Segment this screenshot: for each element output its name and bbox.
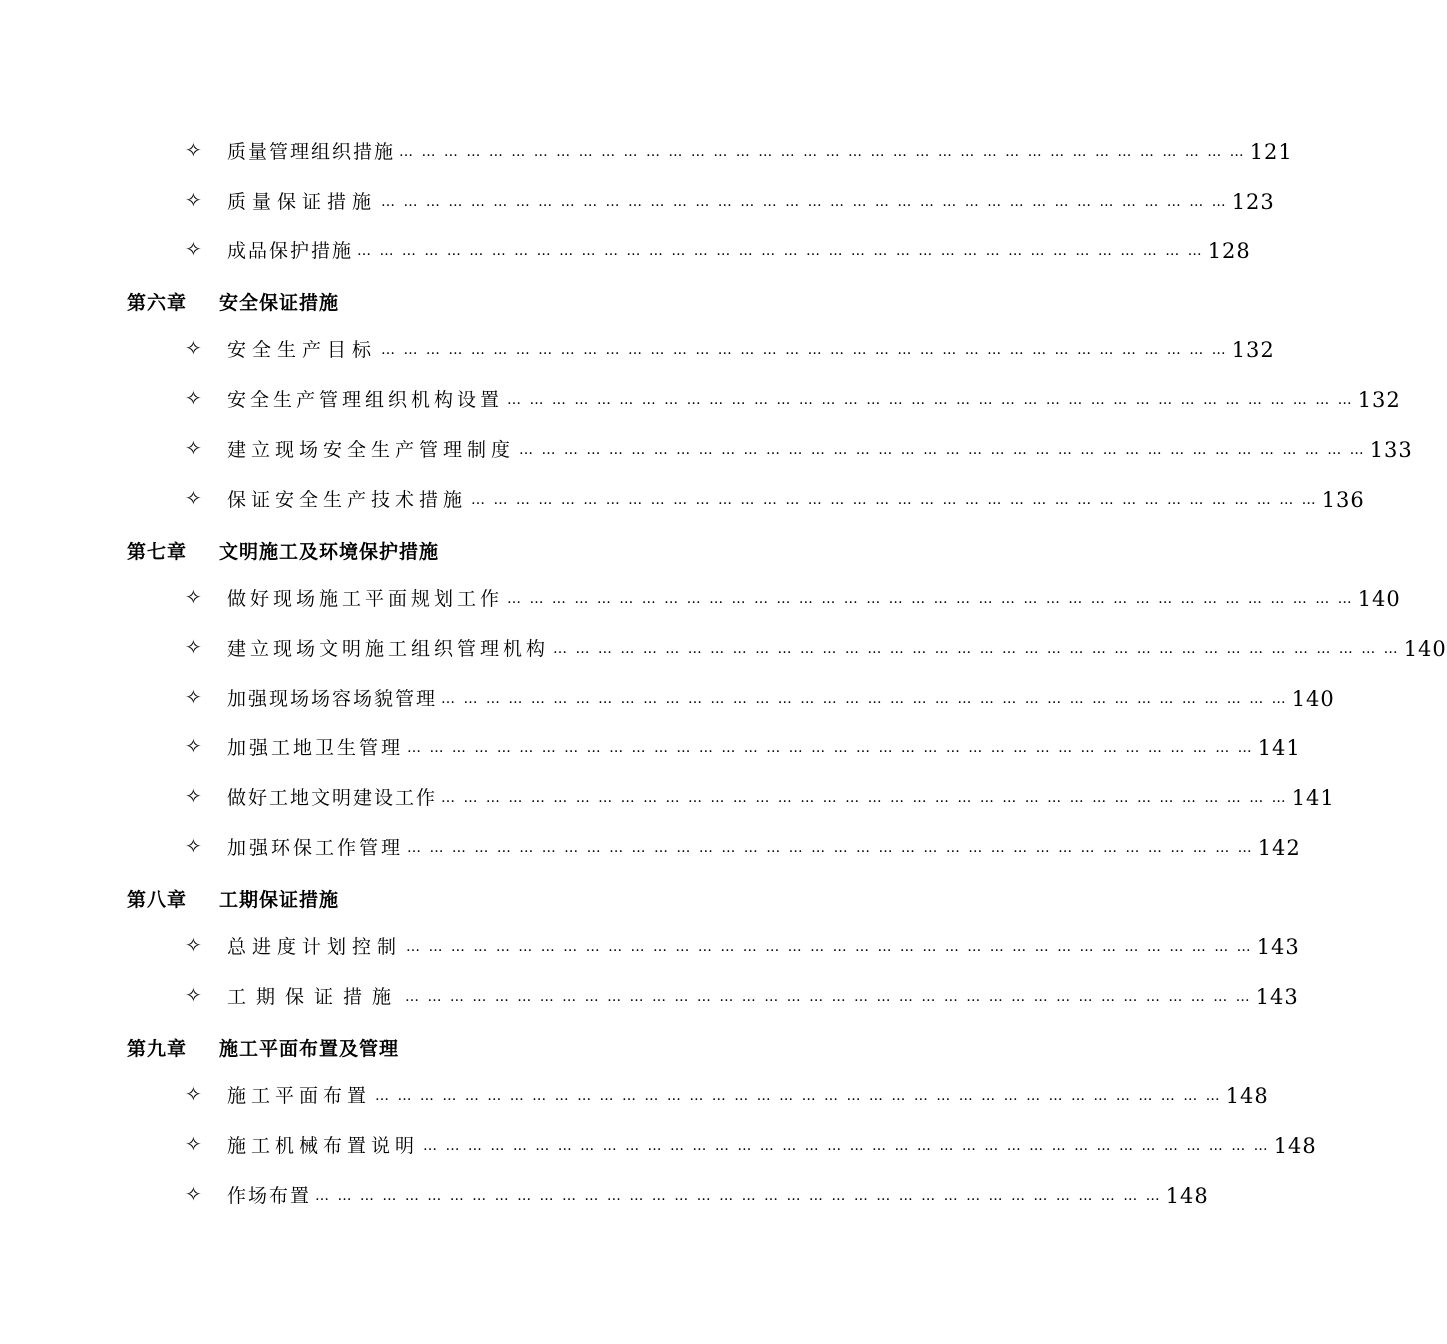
toc-entry-title: 加强工地卫生管理 xyxy=(227,737,404,759)
toc-page-number: 148 xyxy=(1165,1184,1209,1208)
toc-entry-title: 安全生产管理组织机构设置 xyxy=(227,389,504,411)
toc-leader-dots: … … … … … … … … … … … … … … … … … … … … … … … … … … … … … … … … … … … … … … xyxy=(441,691,1288,707)
toc-page-number: 141 xyxy=(1257,736,1301,760)
diamond-bullet-icon: ✧ xyxy=(185,834,202,858)
toc-page-number: 142 xyxy=(1257,836,1301,860)
toc-entry[interactable] xyxy=(0,679,1335,719)
toc-page-number: 148 xyxy=(1225,1084,1269,1108)
toc-page-number: 123 xyxy=(1231,190,1275,214)
toc-entry-line xyxy=(227,683,1335,713)
toc-entry-title: 加强环保工作管理 xyxy=(227,837,404,859)
toc-page-number: 143 xyxy=(1255,985,1299,1009)
toc-leader-dots: … … … … … … … … … … … … … … … … … … … … … … … … … … … … … … … … … … … … … … xyxy=(381,342,1228,358)
toc-entry-line xyxy=(227,583,1401,613)
toc-entry[interactable] xyxy=(0,1076,1269,1116)
toc-entry[interactable] xyxy=(0,778,1335,818)
chapter-number: 第九章 xyxy=(127,1038,188,1060)
toc-page-number: 132 xyxy=(1357,388,1401,412)
toc-entry[interactable] xyxy=(0,728,1301,768)
chapter-number: 第六章 xyxy=(127,292,188,314)
toc-chapter-heading[interactable] xyxy=(0,531,950,571)
toc-entry-title: 施工平面布置 xyxy=(227,1085,372,1107)
diamond-bullet-icon: ✧ xyxy=(185,336,202,360)
toc-entry-title: 安全生产目标 xyxy=(227,339,378,361)
toc-leader-dots: … … … … … … … … … … … … … … … … … … … … … … … … … … … … … … … … … … … … … … xyxy=(357,243,1204,259)
toc-entry-line xyxy=(227,832,1301,862)
diamond-bullet-icon: ✧ xyxy=(185,685,202,709)
toc-page-number: 141 xyxy=(1291,786,1335,810)
toc-entry-line xyxy=(227,1130,1317,1160)
toc-entry-line xyxy=(227,384,1401,414)
toc-page-number: 140 xyxy=(1403,637,1447,661)
toc-leader-dots: … … … … … … … … … … … … … … … … … … … … … … … … … … … … … … … … … … … … … … xyxy=(423,1138,1270,1154)
toc-leader-dots: … … … … … … … … … … … … … … … … … … … … … … … … … … … … … … … … … … … … … … xyxy=(375,1088,1222,1104)
toc-leader-dots: … … … … … … … … … … … … … … … … … … … … … … … … … … … … … … … … … … … … … … xyxy=(406,939,1253,955)
toc-leader-dots: … … … … … … … … … … … … … … … … … … … … … … … … … … … … … … … … … … … … … … xyxy=(407,740,1254,756)
toc-entry-title: 建立现场安全生产管理制度 xyxy=(227,439,516,461)
toc-entry[interactable] xyxy=(0,927,1300,967)
toc-page-number: 140 xyxy=(1291,687,1335,711)
toc-chapter-heading[interactable] xyxy=(0,282,950,322)
toc-entry-title: 成品保护措施 xyxy=(227,240,354,262)
toc-page-number: 133 xyxy=(1369,438,1413,462)
toc-entry[interactable] xyxy=(0,1176,1209,1216)
toc-entry[interactable] xyxy=(0,480,1365,520)
toc-entry-title: 总进度计划控制 xyxy=(227,936,403,958)
toc-entry-line xyxy=(227,782,1335,812)
toc-page-number: 121 xyxy=(1249,140,1293,164)
toc-entry[interactable] xyxy=(0,1126,1317,1166)
diamond-bullet-icon: ✧ xyxy=(185,734,202,758)
diamond-bullet-icon: ✧ xyxy=(185,1082,202,1106)
toc-entry-line xyxy=(227,633,1447,663)
diamond-bullet-icon: ✧ xyxy=(185,635,202,659)
toc-entry-line xyxy=(227,434,1413,464)
chapter-number: 第七章 xyxy=(127,541,188,563)
diamond-bullet-icon: ✧ xyxy=(185,436,202,460)
toc-entry[interactable] xyxy=(0,828,1301,868)
toc-entry-line xyxy=(227,334,1275,364)
diamond-bullet-icon: ✧ xyxy=(185,983,202,1007)
toc-entry[interactable] xyxy=(0,380,1401,420)
toc-leader-dots: … … … … … … … … … … … … … … … … … … … … … … … … … … … … … … … … … … … … … … xyxy=(441,790,1288,806)
toc-entry-title: 质量管理组织措施 xyxy=(227,141,396,163)
toc-entry-line xyxy=(227,981,1299,1011)
toc-page-number: 140 xyxy=(1357,587,1401,611)
chapter-title: 施工平面布置及管理 xyxy=(219,1038,400,1060)
diamond-bullet-icon: ✧ xyxy=(185,486,202,510)
toc-entry-line xyxy=(227,931,1300,961)
diamond-bullet-icon: ✧ xyxy=(185,784,202,808)
toc-entry-title: 工期保证措施 xyxy=(227,986,402,1008)
diamond-bullet-icon: ✧ xyxy=(185,585,202,609)
toc-page-number: 132 xyxy=(1231,338,1275,362)
toc-leader-dots: … … … … … … … … … … … … … … … … … … … … … … … … … … … … … … … … … … … … … … xyxy=(507,392,1354,408)
toc-entry[interactable] xyxy=(0,430,1413,470)
toc-entry-line xyxy=(227,484,1365,514)
chapter-title: 安全保证措施 xyxy=(219,292,340,314)
toc-entry-title: 建立现场文明施工组织管理机构 xyxy=(227,638,550,660)
chapter-title: 工期保证措施 xyxy=(219,889,340,911)
diamond-bullet-icon: ✧ xyxy=(185,386,202,410)
toc-page-number: 143 xyxy=(1256,935,1300,959)
toc-page-number: 128 xyxy=(1207,239,1251,263)
toc-entry-line xyxy=(227,732,1301,762)
diamond-bullet-icon: ✧ xyxy=(185,1182,202,1206)
toc-page-number: 148 xyxy=(1273,1134,1317,1158)
toc-leader-dots: … … … … … … … … … … … … … … … … … … … … … … … … … … … … … … … … … … … … … … xyxy=(507,591,1354,607)
toc-entry[interactable] xyxy=(0,132,1293,172)
toc-leader-dots: … … … … … … … … … … … … … … … … … … … … … … … … … … … … … … … … … … … … … … xyxy=(471,492,1318,508)
diamond-bullet-icon: ✧ xyxy=(185,138,202,162)
toc-entry-title: 做好现场施工平面规划工作 xyxy=(227,588,504,610)
toc-leader-dots: … … … … … … … … … … … … … … … … … … … … … … … … … … … … … … … … … … … … … … xyxy=(405,989,1252,1005)
toc-entry-line xyxy=(227,235,1251,265)
toc-leader-dots: … … … … … … … … … … … … … … … … … … … … … … … … … … … … … … … … … … … … … … xyxy=(399,144,1246,160)
toc-entry-line xyxy=(227,1080,1269,1110)
toc-entry-title: 施工机械布置说明 xyxy=(227,1135,420,1157)
diamond-bullet-icon: ✧ xyxy=(185,237,202,261)
toc-entry[interactable] xyxy=(0,330,1275,370)
toc-entry[interactable] xyxy=(0,182,1275,222)
chapter-title: 文明施工及环境保护措施 xyxy=(219,541,440,563)
chapter-number: 第八章 xyxy=(127,889,188,911)
toc-entry-title: 做好工地文明建设工作 xyxy=(227,787,438,809)
toc-entry[interactable] xyxy=(0,629,1447,669)
diamond-bullet-icon: ✧ xyxy=(185,1132,202,1156)
toc-leader-dots: … … … … … … … … … … … … … … … … … … … … … … … … … … … … … … … … … … … … … … xyxy=(381,194,1228,210)
toc-leader-dots: … … … … … … … … … … … … … … … … … … … … … … … … … … … … … … … … … … … … … … xyxy=(553,641,1400,657)
toc-entry-line xyxy=(227,136,1293,166)
diamond-bullet-icon: ✧ xyxy=(185,188,202,212)
toc-entry[interactable] xyxy=(0,977,1299,1017)
diamond-bullet-icon: ✧ xyxy=(185,933,202,957)
toc-entry-title: 质量保证措施 xyxy=(227,191,378,213)
toc-entry[interactable] xyxy=(0,231,1251,271)
toc-entry-line xyxy=(227,1180,1209,1210)
toc-leader-dots: … … … … … … … … … … … … … … … … … … … … … … … … … … … … … … … … … … … … … … xyxy=(315,1188,1162,1204)
toc-leader-dots: … … … … … … … … … … … … … … … … … … … … … … … … … … … … … … … … … … … … … … xyxy=(407,840,1254,856)
toc-entry-title: 保证安全生产技术措施 xyxy=(227,489,468,511)
toc-entry[interactable] xyxy=(0,579,1401,619)
toc-chapter-heading[interactable] xyxy=(0,879,950,919)
toc-chapter-heading[interactable] xyxy=(0,1028,950,1068)
toc-page-number: 136 xyxy=(1321,488,1365,512)
toc-entry-title: 加强现场场容场貌管理 xyxy=(227,688,438,710)
toc-entry-title: 作场布置 xyxy=(227,1185,312,1207)
toc-leader-dots: … … … … … … … … … … … … … … … … … … … … … … … … … … … … … … … … … … … … … … xyxy=(519,442,1366,458)
toc-entry-line xyxy=(227,186,1275,216)
